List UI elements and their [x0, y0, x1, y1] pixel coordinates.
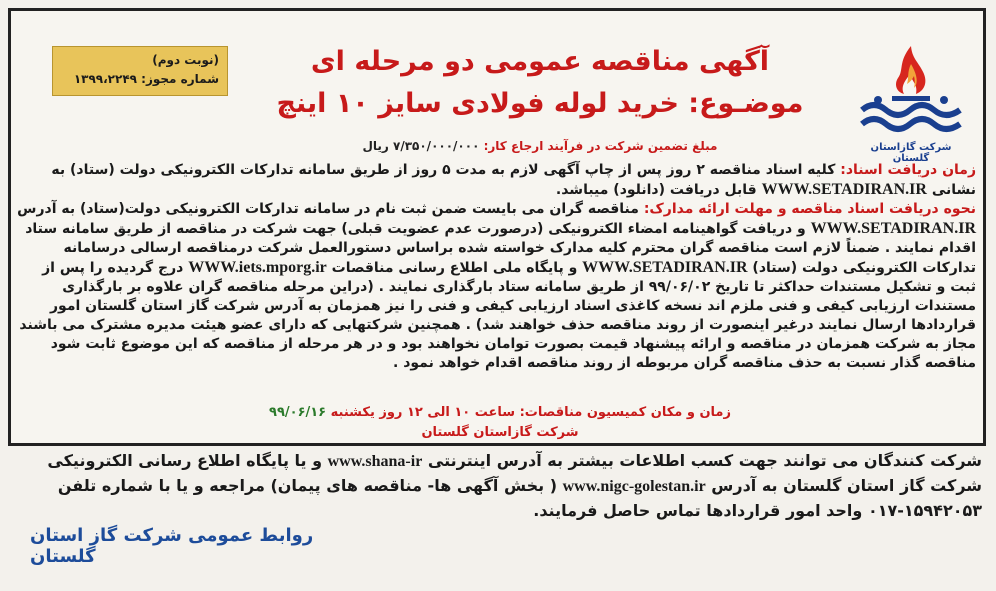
- submit-text: مناقصه گران می بایست ضمن ثبت نام در سامانه تدارکات الکترونیکی دولت(ستاد) به آدرس: [17, 201, 644, 217]
- submit-paragraph: [16, 200, 976, 373]
- footer-text: شرکت کنندگان می توانند جهت کسب اطلاعات بیشتر به آدرس اینترنتی: [422, 451, 982, 470]
- flame-logo-icon: [852, 44, 970, 136]
- setad-link-2[interactable]: WWW.SETADIRAN.IR: [810, 220, 976, 237]
- session-block: [240, 403, 760, 443]
- session-time: ساعت ۱۰ الی ۱۲ روز یکشنبه: [330, 405, 516, 420]
- session-place: شرکت گازاستان گلستان: [421, 425, 579, 440]
- ad-body: [16, 161, 976, 373]
- session-label: زمان و مکان کمیسیون مناقصات:: [519, 405, 731, 420]
- guarantee-line: [270, 139, 810, 153]
- footer-text-2: و یا پایگاه اطلاع رسانی الکترونیکی شرکت گاز استان گلستان به آدرس: [47, 451, 982, 495]
- docs-paragraph: [16, 161, 976, 200]
- public-relations-signature: روابط عمومی شرکت گاز استان گلستان: [30, 525, 314, 567]
- docs-label: زمان دریافت اسناد:: [840, 162, 976, 178]
- setad-link-3[interactable]: WWW.SETADIRAN.IR: [582, 259, 748, 276]
- ad-subject: موضـوع: خرید لوله فولادی سایز ۱۰ اینچ: [276, 88, 804, 119]
- ad-title: آگهی مناقصه عمومی دو مرحله ای: [310, 46, 770, 77]
- permit-number: شماره مجوز: ۱۳۹۹،۲۲۴۹: [73, 72, 219, 86]
- docs-text: کلیه اسناد مناقصه ۲ روز پس از چاپ آگهی لازم به مدت ۵ روز از طریق سامانه تدارکات الکترونیکی دولت (ستاد) به نشانی: [51, 162, 976, 198]
- submit-text-2: و دریافت گواهینامه امضاء الکترونیکی (درصورت عدم عضویت قبلی) جهت شرکت در مناقصه از طریق سامانه ستاد اقدام نمایند . ضمناً لازم است مناقصه گران محترم کلیه مدارک خواسته شده براساس دستورالعمل شرکت درمناقصه ارسالی درسامانه تدارکات الکترونیکی دولت (ستاد): [25, 221, 976, 276]
- setad-link[interactable]: WWW.SETADIRAN.IR: [761, 181, 927, 198]
- footer-paragraph: [16, 449, 982, 523]
- shana-link[interactable]: www.shana-ir: [327, 453, 423, 470]
- submit-text-4: درج گردیده را پس از ثبت و تشکیل مستندات حداکثر تا تاریخ ۹۹/۰۶/۰۲ از طریق سامانه ستاد بارگذاری نمایند . (دراین مرحله مناقصه گران علاوه بر بارگذاری مستندات ارزیابی کیفی و فنی ملزم اند نسخه کاغذی اسناد ارزیابی کیفی و فنی را نیز همزمان به آدرس شرکت گاز استان گلستان امور قراردادها ارسال نمایند درغیر اینصورت از روند مناقصه حذف خواهند شد) . همچنین شرکتهایی که دارای عضو هیئت مدیره مشترک می باشند مجاز به شرکت همزمان در مناقصه و ارائه پیشنهاد قیمت بصورت توامان نخواهند بود و در هر مرحله از مناقصه که این موضوع ثابت شود مناقصه گذار نسبت به حذف مناقصه گران مربوطه از روند مناقصه اقدام خواهد نمود .: [19, 260, 976, 371]
- notice-round: (نوبت دوم): [152, 53, 219, 67]
- logo-caption: شرکت گازاستان گلستان: [870, 142, 952, 164]
- docs-text-end: قابل دریافت (دانلود) میباشد.: [555, 182, 762, 198]
- guarantee-label: مبلغ تضمین شرکت در فرآیند ارجاع کار:: [483, 139, 718, 153]
- session-date: ۹۹/۰۶/۱۶: [269, 405, 327, 420]
- company-logo: [852, 44, 970, 164]
- session-line: [240, 403, 760, 423]
- notice-box: [52, 46, 228, 96]
- submit-text-3: و پایگاه ملی اطلاع رسانی مناقصات: [326, 260, 583, 276]
- iets-link[interactable]: WWW.iets.mporg.ir: [188, 259, 327, 276]
- footer-text-3: ( بخش آگهی ها- مناقصه های پیمان) مراجعه و یا با شماره تلفن ۱۵۹۴۲۰۵۳-۰۱۷ واحد امور قراردادها تماس حاصل فرمایند.: [57, 476, 982, 520]
- guarantee-amount: ۷/۳۵۰/۰۰۰/۰۰۰ ریال: [362, 139, 480, 153]
- nigc-link[interactable]: www.nigc-golestan.ir: [562, 478, 706, 495]
- submit-label: نحوه دریافت اسناد مناقصه و مهلت ارائه مدارک:: [643, 201, 976, 217]
